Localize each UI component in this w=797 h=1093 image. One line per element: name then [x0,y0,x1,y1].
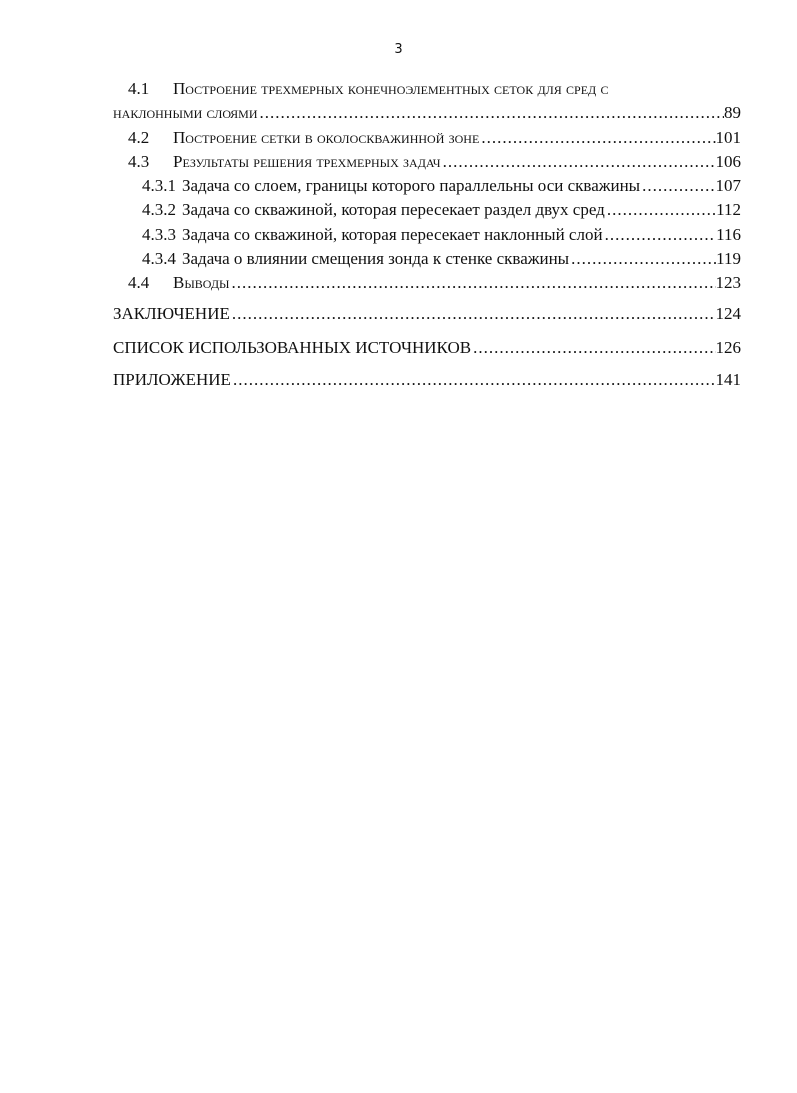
toc-entry-4-3-4 [0,247,797,271]
toc-entry-number: 4.2 [128,128,150,147]
toc-entry-title: Задача со слоем, границы которого параллельны оси скважины [182,176,641,195]
dot-leader [441,150,716,174]
dot-leader [569,247,716,271]
dot-leader [479,126,715,150]
toc-entry-title: Задача о влиянии смещения зонда к стенке скважины [182,249,570,268]
toc-entry-title: Построение трехмерных конечноэлементных сеток для сред с [173,79,609,98]
toc-entry-title: Задача со скважиной, которая пересекает раздел двух сред [182,200,605,219]
toc-entry-conclusion [0,302,797,326]
toc-entry-number: 4.4 [128,273,150,292]
toc-entry-page: 116 [716,225,741,244]
dot-leader [471,336,715,360]
toc-entry-4-3-1 [0,174,797,198]
toc-entry-4-1 [0,77,797,101]
dot-leader [258,101,724,125]
dot-leader [230,271,716,295]
dot-leader [603,223,717,247]
toc-entry-4-1-cont [0,101,797,125]
page-number: 3 [394,42,403,57]
toc-entry-number: 4.3.3 [142,225,176,244]
dot-leader [605,198,716,222]
toc-entry-4-3-2 [0,198,797,222]
toc-entry-title: Задача со скважиной, которая пересекает наклонный слой [182,225,603,244]
toc-entry-appendix [0,368,797,392]
toc-entry-page: 106 [715,152,741,171]
toc-entry-title: наклонными слоями [113,103,258,122]
toc-entry-title: ПРИЛОЖЕНИЕ [113,370,231,389]
toc-entry-page: 119 [716,249,741,268]
toc-entry-page: 112 [716,200,741,219]
toc-entry-number: 4.3.1 [142,176,176,195]
toc-entry-title: СПИСОК ИСПОЛЬЗОВАННЫХ ИСТОЧНИКОВ [113,338,472,357]
toc-entry-number: 4.3.2 [142,200,176,219]
toc-entry-page: 89 [724,103,741,122]
toc-entry-4-4 [0,271,797,295]
toc-entry-page: 124 [715,304,741,323]
dot-leader [640,174,715,198]
toc-entry-4-2 [0,126,797,150]
toc-entry-references [0,336,797,360]
dot-leader [230,302,716,326]
toc-entry-title: Выводы [173,273,230,292]
toc-entry-title: Результаты решения трехмерных задач [173,152,441,171]
toc-entry-page: 123 [715,273,741,292]
toc-entry-page: 126 [715,338,741,357]
toc-entry-number: 4.3.4 [142,249,176,268]
toc-entry-4-3-3 [0,223,797,247]
toc-entry-page: 101 [715,128,741,147]
toc-entry-page: 141 [715,370,741,389]
dot-leader [231,368,716,392]
toc-entry-4-3 [0,150,797,174]
toc-entry-number: 4.1 [128,79,150,98]
toc-entry-page: 107 [715,176,741,195]
toc-entry-title: Построение сетки в околоскважинной зоне [173,128,480,147]
toc-entry-title: ЗАКЛЮЧЕНИЕ [113,304,230,323]
toc-entry-number: 4.3 [128,152,150,171]
